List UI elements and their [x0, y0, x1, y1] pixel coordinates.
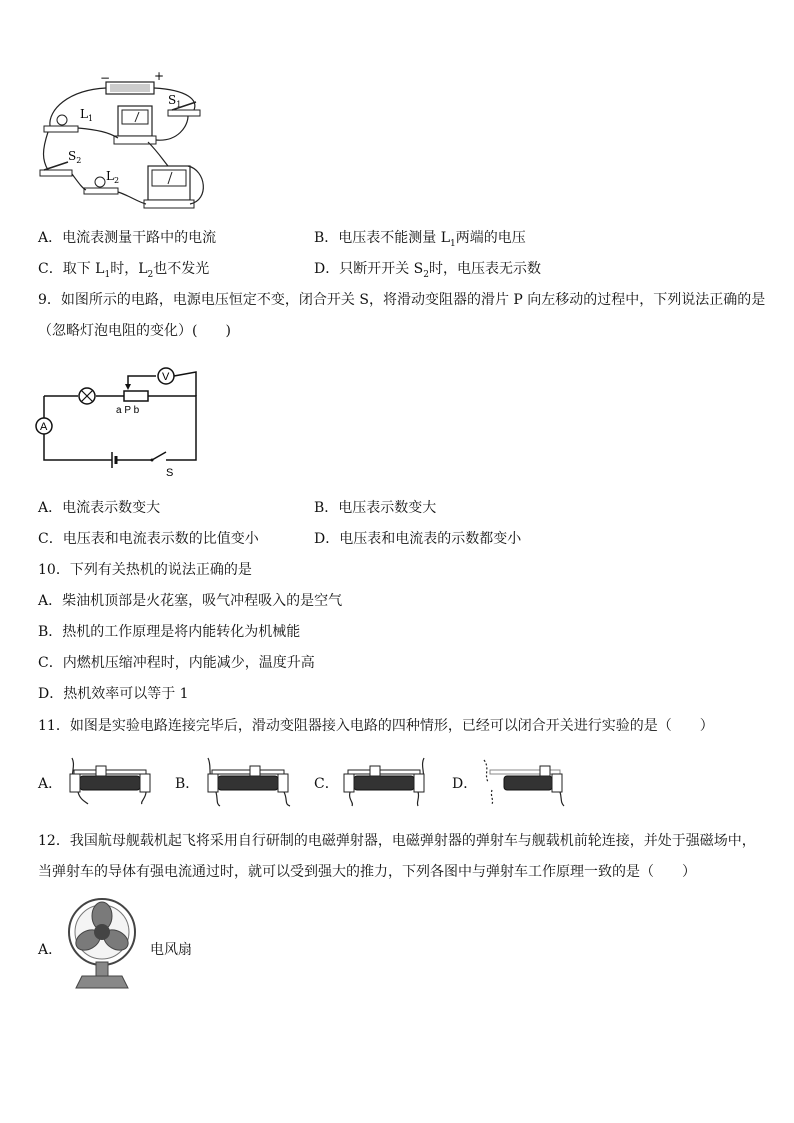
q8-option-a: A．电流表测量干路中的电流	[38, 230, 217, 246]
q9-option-c: C．电压表和电流表示数的比值变小	[38, 531, 259, 547]
electric-fan-icon	[66, 896, 138, 990]
lamp-l2-icon	[84, 188, 118, 194]
q8-battery-plus: +	[154, 69, 165, 83]
q10-stem: 10．下列有关热机的说法正确的是	[38, 562, 252, 578]
switch-s1-icon	[168, 110, 200, 116]
q9-stem-line1: 9．如图所示的电路，电源电压恒定不变，闭合开关 S，将滑动变阻器的滑片 P 向左移动的过程中，下列说法正确的是	[38, 292, 766, 308]
switch-s2-icon	[40, 170, 72, 176]
q8-option-b: B．电压表不能测量 $L_1$两端的电压	[314, 230, 526, 249]
q10-option-b: B．热机的工作原理是将内能转化为机械能	[38, 624, 301, 640]
q10-option-c: C．内燃机压缩冲程时，内能减少，温度升高	[38, 655, 315, 671]
q12-stem-line1: 12．我国航母舰载机起飞将采用自行研制的电磁弹射器，电磁弹射器的弹射车与舰载机前轮连接，并处于强磁场中，	[38, 833, 756, 849]
q9-label-v: V	[162, 371, 170, 383]
q11-rheostat-a-figure	[66, 756, 156, 806]
q10-option-a: A．柴油机顶部是火花塞，吸气冲程吸入的是空气	[38, 593, 343, 609]
q8-option-c: C．取下 $L_1$时，$L_2$也不发光	[38, 261, 210, 280]
q9-option-a: A．电流表示数变大	[38, 500, 161, 516]
rheostat-icon	[124, 391, 148, 401]
q11-rheostat-b-figure	[204, 756, 296, 806]
q11-option-c: C．	[314, 776, 339, 792]
q12-stem-line2: 当弹射车的导体有强电流通过时，就可以受到强大的推力，下列各图中与弹射车工作原理一致的是（ ）	[38, 864, 696, 880]
q11-rheostat-c-figure	[340, 756, 432, 806]
q10-option-d: D．热机效率可以等于 1	[38, 686, 189, 702]
switch-icon	[152, 452, 166, 460]
q9-label-a: A	[40, 421, 48, 433]
q8-label-s2: $S_2$	[68, 149, 82, 165]
q12-option-a: A．	[38, 942, 63, 958]
q9-option-b: B．电压表示数变大	[314, 500, 437, 516]
lamp-l1-icon	[44, 126, 78, 132]
q11-rheostat-d-figure	[480, 756, 572, 806]
q8-label-s1: $S_1$	[168, 93, 182, 109]
q9-option-d: D．电压表和电流表的示数都变小	[314, 531, 522, 547]
q8-label-l2: $L_2$	[106, 169, 120, 185]
q9-label-s: S	[166, 467, 174, 479]
q9-circuit-figure	[34, 362, 204, 480]
q8-option-d: D．只断开开关 $S_2$时，电压表无示数	[314, 261, 541, 280]
q8-battery-minus: −	[100, 71, 111, 85]
q12-fan-label: 电风扇	[150, 942, 192, 958]
q8-label-l1: $L_1$	[80, 107, 94, 123]
q11-option-a: A．	[38, 776, 63, 792]
q11-option-d: D．	[452, 776, 478, 792]
q11-option-b: B．	[175, 776, 200, 792]
q8-circuit-figure	[38, 70, 208, 220]
q9-stem-line2: （忽略灯泡电阻的变化）( )	[38, 323, 231, 339]
q11-stem: 11．如图是实验电路连接完毕后，滑动变阻器接入电路的四种情形，已经可以闭合开关进行实验的是（ ）	[38, 718, 714, 734]
q9-label-apb: a P b	[116, 405, 140, 416]
